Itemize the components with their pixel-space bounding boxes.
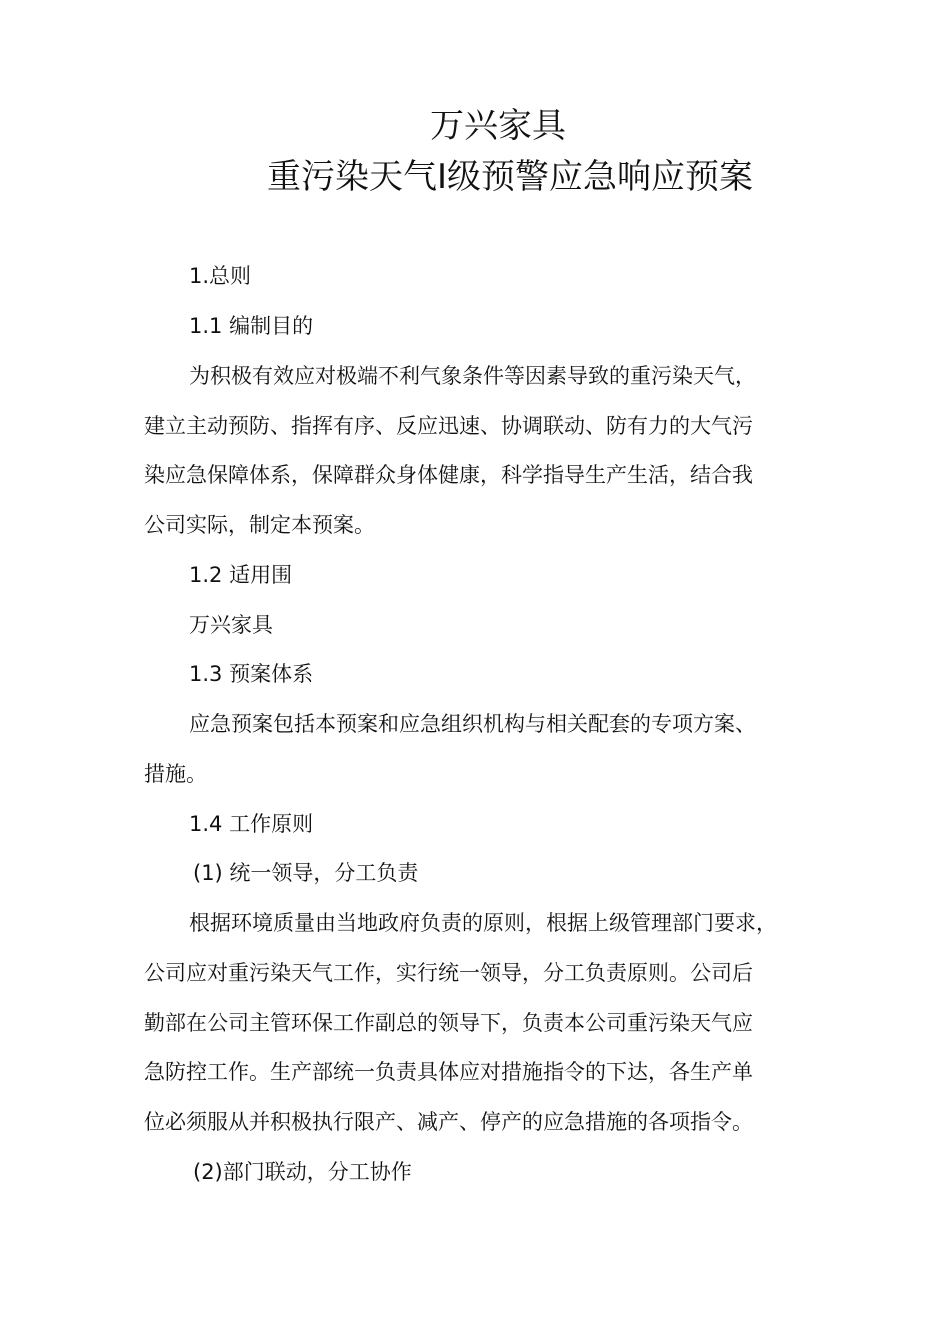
- document-title-plan: 重污染天气Ⅰ级预警应急响应预案: [266, 157, 754, 197]
- paragraph-line: 应急预案包括本预案和应急组织机构与相关配套的专项方案、: [189, 712, 756, 736]
- document-title-company: 万兴家具: [430, 106, 566, 146]
- heading-purpose: 1.1 编制目的: [189, 314, 314, 338]
- heading-scope: 1.2 适用围: [189, 563, 293, 587]
- paragraph-line: 位必须服从并积极执行限产、减产、停产的应急措施的各项指令。: [144, 1110, 753, 1134]
- paragraph-line: 为积极有效应对极端不利气象条件等因素导致的重污染天气，: [189, 364, 756, 388]
- list-item-heading: (1) 统一领导，分工负责: [193, 861, 419, 885]
- list-item-heading: (2)部门联动，分工协作: [193, 1160, 412, 1184]
- paragraph-line: 公司应对重污染天气工作，实行统一领导，分工负责原则。公司后: [144, 961, 753, 985]
- paragraph-line: 急防控工作。生产部统一负责具体应对措施指令的下达，各生产单: [144, 1060, 753, 1084]
- heading-general: 1.总则: [189, 264, 252, 288]
- paragraph-line: 勤部在公司主管环保工作副总的领导下，负责本公司重污染天气应: [144, 1011, 753, 1035]
- paragraph-line: 建立主动预防、指挥有序、反应迅速、协调联动、防有力的大气污: [144, 414, 753, 438]
- paragraph-line: 万兴家具: [189, 613, 273, 637]
- paragraph-line: 公司实际，制定本预案。: [144, 513, 375, 537]
- paragraph-line: 根据环境质量由当地政府负责的原则，根据上级管理部门要求，: [189, 911, 777, 935]
- paragraph-line: 措施。: [144, 762, 207, 786]
- heading-plan-system: 1.3 预案体系: [189, 662, 314, 686]
- heading-principles: 1.4 工作原则: [189, 812, 314, 836]
- paragraph-line: 染应急保障体系，保障群众身体健康，科学指导生产生活，结合我: [144, 463, 753, 487]
